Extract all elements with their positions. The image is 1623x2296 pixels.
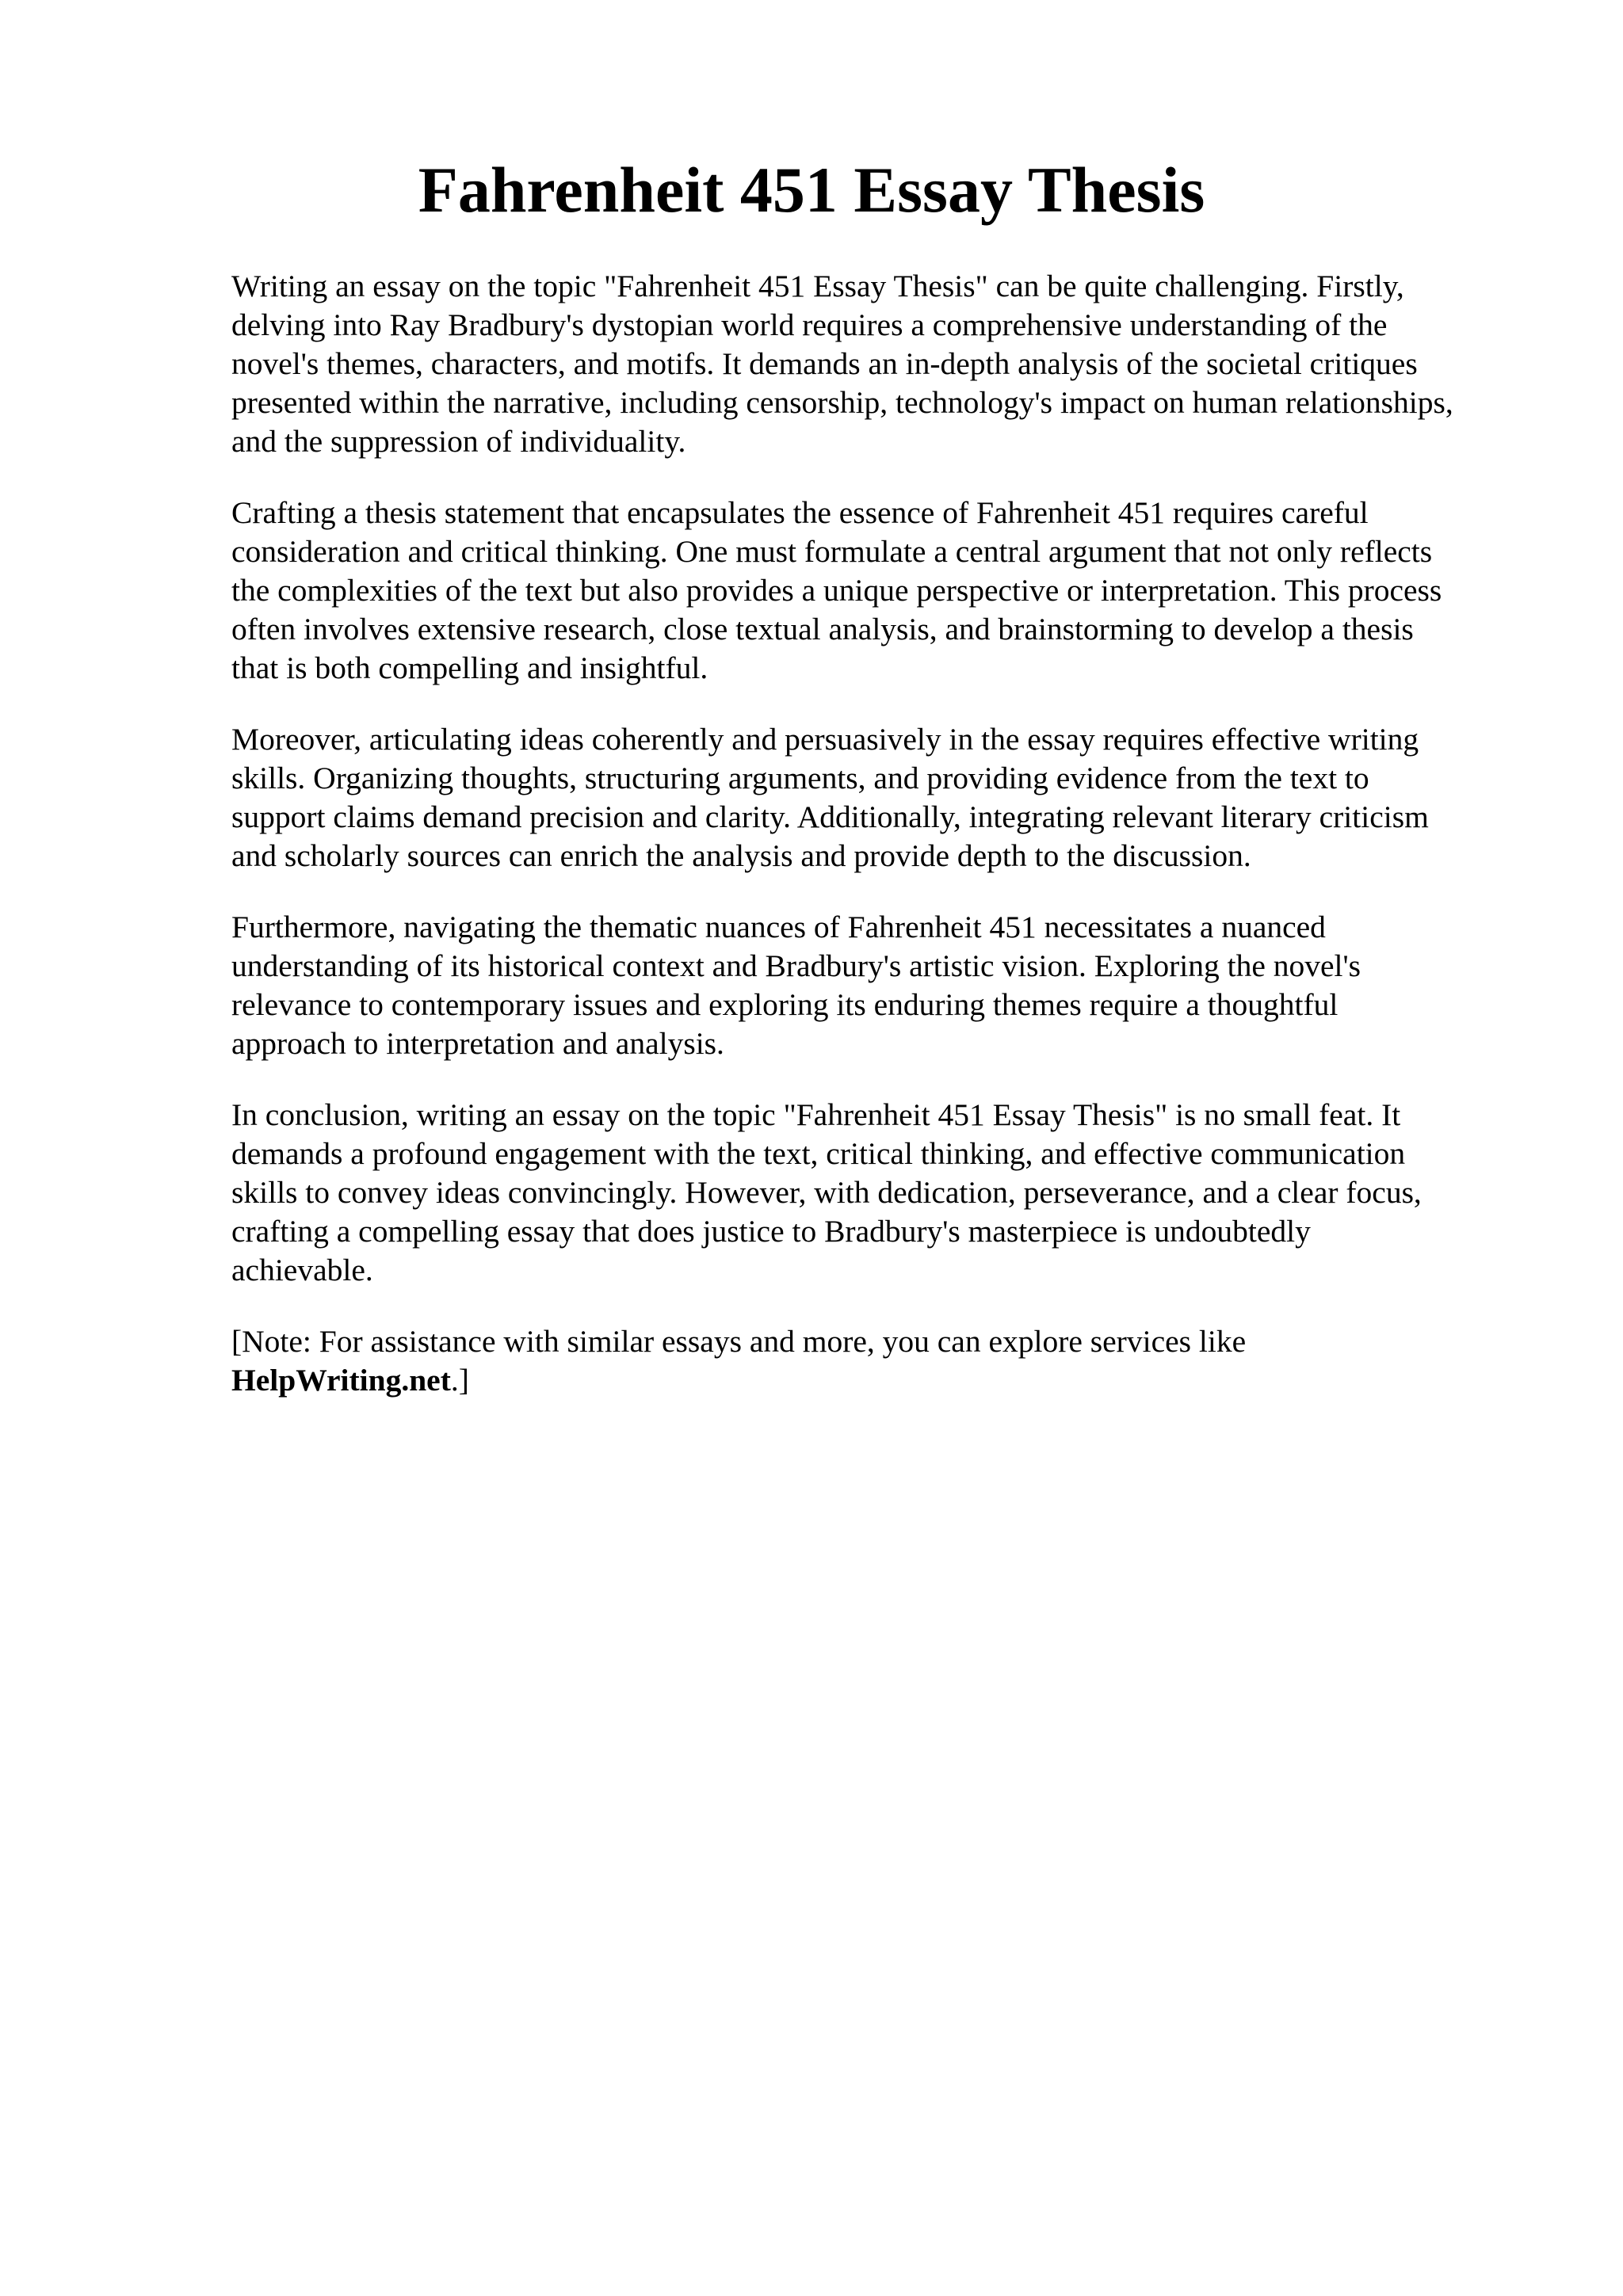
paragraph-line: Moreover, articulating ideas coherently and persuasively in the essay requires effective writing xyxy=(231,722,1419,757)
paragraph-line: and the suppression of individuality. xyxy=(231,424,686,459)
paragraph-line: support claims demand precision and clarity. Additionally, integrating relevant literary criticism xyxy=(231,799,1429,834)
note-line: [Note: For assistance with similar essays and more, you can explore services like xyxy=(231,1324,1247,1359)
paragraph-1 xyxy=(231,267,1579,461)
document-title: Fahrenheit 451 Essay Thesis xyxy=(418,154,1205,226)
paragraph-line: consideration and critical thinking. One must formulate a central argument that not only reflects xyxy=(231,534,1433,569)
note-paragraph xyxy=(231,1322,1579,1400)
paragraph-line: delving into Ray Bradbury's dystopian world requires a comprehensive understanding of the xyxy=(231,307,1388,342)
document-body xyxy=(231,267,1579,1432)
paragraph-line: Furthermore, navigating the thematic nuances of Fahrenheit 451 necessitates a nuanced xyxy=(231,910,1326,944)
paragraph-line: crafting a compelling essay that does justice to Bradbury's masterpiece is undoubtedly xyxy=(231,1214,1311,1249)
paragraph-line: Writing an essay on the topic "Fahrenheit 451 Essay Thesis" can be quite challenging. Firstly, xyxy=(231,269,1404,303)
paragraph-line: approach to interpretation and analysis. xyxy=(231,1026,724,1061)
paragraph-4 xyxy=(231,908,1579,1063)
paragraph-line: novel's themes, characters, and motifs. It demands an in-depth analysis of the societal critiques xyxy=(231,346,1418,381)
helpwriting-link[interactable]: HelpWriting.net xyxy=(231,1363,451,1398)
paragraph-line: skills to convey ideas convincingly. However, with dedication, perseverance, and a clear focus, xyxy=(231,1175,1422,1210)
paragraph-line: achievable. xyxy=(231,1253,373,1287)
paragraph-line: the complexities of the text but also provides a unique perspective or interpretation. This process xyxy=(231,573,1442,608)
paragraph-3 xyxy=(231,720,1579,875)
paragraph-5 xyxy=(231,1096,1579,1290)
paragraph-line: that is both compelling and insightful. xyxy=(231,650,708,685)
paragraph-line: Crafting a thesis statement that encapsulates the essence of Fahrenheit 451 requires careful xyxy=(231,495,1369,530)
note-line-2 xyxy=(231,1361,1579,1400)
paragraph-line: often involves extensive research, close textual analysis, and brainstorming to develop a thesis xyxy=(231,612,1414,646)
paragraph-line: understanding of its historical context and Bradbury's artistic vision. Exploring the novel's xyxy=(231,948,1361,983)
paragraph-2 xyxy=(231,494,1579,688)
paragraph-line: skills. Organizing thoughts, structuring arguments, and providing evidence from the text to xyxy=(231,761,1369,795)
paragraph-line: demands a profound engagement with the text, critical thinking, and effective communication xyxy=(231,1136,1406,1171)
paragraph-line: and scholarly sources can enrich the analysis and provide depth to the discussion. xyxy=(231,838,1251,873)
note-suffix: .] xyxy=(450,1363,469,1398)
paragraph-line: relevance to contemporary issues and exploring its enduring themes require a thoughtful xyxy=(231,987,1338,1022)
paragraph-line: presented within the narrative, including censorship, technology's impact on human relationships, xyxy=(231,385,1453,420)
paragraph-line: In conclusion, writing an essay on the topic "Fahrenheit 451 Essay Thesis" is no small feat. It xyxy=(231,1097,1401,1132)
